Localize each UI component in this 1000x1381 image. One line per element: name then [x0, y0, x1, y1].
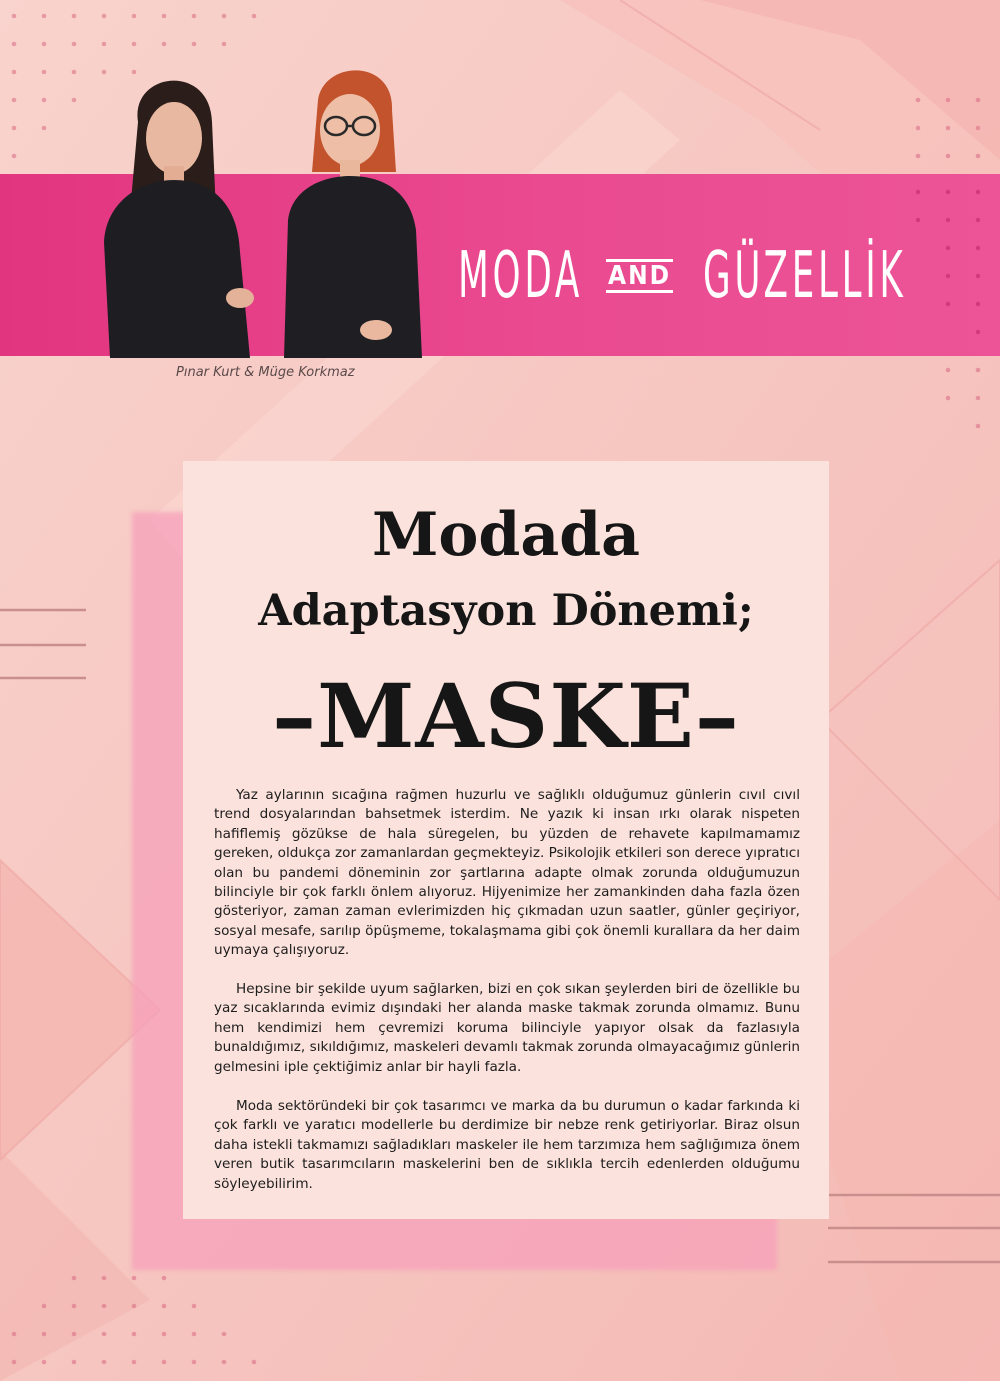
section-title [458, 236, 907, 316]
section-word-and: AND [608, 261, 672, 291]
person-photo-right [284, 60, 424, 358]
section-word-guzellik: GÜZELLİK [703, 239, 907, 313]
section-word-moda: MODA [458, 239, 583, 313]
author-caption: Pınar Kurt & Müge Korkmaz [176, 365, 355, 380]
article-title-line-3: –MASKE– [272, 664, 740, 768]
person-photo-left [90, 62, 270, 358]
article-title-line-1: Modada [371, 500, 641, 570]
article-paragraph-2: Hepsine bir şekilde uyum sağlarken, bizi en çok sıkan şeylerden biri de özellikle bu yaz sıcaklarında evimiz dışındaki her alanda maske takmak zorunda olmamız. Bunu hem kendimizi hem çevremizi koruma bilinciyle yapıyor olsak da fazlasıyla bunaldığımız, sıkıldığımız, maskeleri devamlı takmak zorunda olmayacağımız günlerin gelmesini iple çektiğimiz anlar bir hayli fazla. [214, 981, 800, 1075]
article-paragraph-1: Yaz aylarının sıcağına rağmen huzurlu ve sağlıklı olduğumuz günlerin cıvıl cıvıl trend dosyalarından bahsetmek isterdim. Ne yazık ki insan ırkı olarak nispeten hafiflemiş gözükse de hala süregelen, bu yüzden de rehavete kapılmamamız gereken, oldukça zor zamanlardan geçmekteyiz. Psikolojik etkileri son derece yıpratıcı olan bu pandemi döneminin zor şartlarına adapte olmak zorunda olduğumuzun bilinciyle bir çok farklı önlem alıyoruz. Hijyenimize her zamankinden daha fazla özen gösteriyor, zaman zaman evlerimizden hiç çıkmadan uzun saatler, günler geçiriyor, sosyal mesafe, sarılıp öpüşmeme, tokalaşmama gibi çok önemli kurallara da her daim uymaya çalışıyoruz. [214, 787, 800, 959]
article-title-line-2: Adaptasyon Dönemi; [258, 586, 754, 636]
article-paragraph-3: Moda sektöründeki bir çok tasarımcı ve marka da bu durumun o kadar farkında ki çok farklı ve yaratıcı modellerle bu derdimize bir nebze renk getiriyorlar. Biraz olsun daha istekli takmamızı sağladıkları maskeler ile hem tarzımıza hem sağlığımıza önem veren butik tasarımcıların maskelerini ben de sıklıkla tercih edenlerden olduğumu söyleyebilirim. [214, 1098, 800, 1192]
